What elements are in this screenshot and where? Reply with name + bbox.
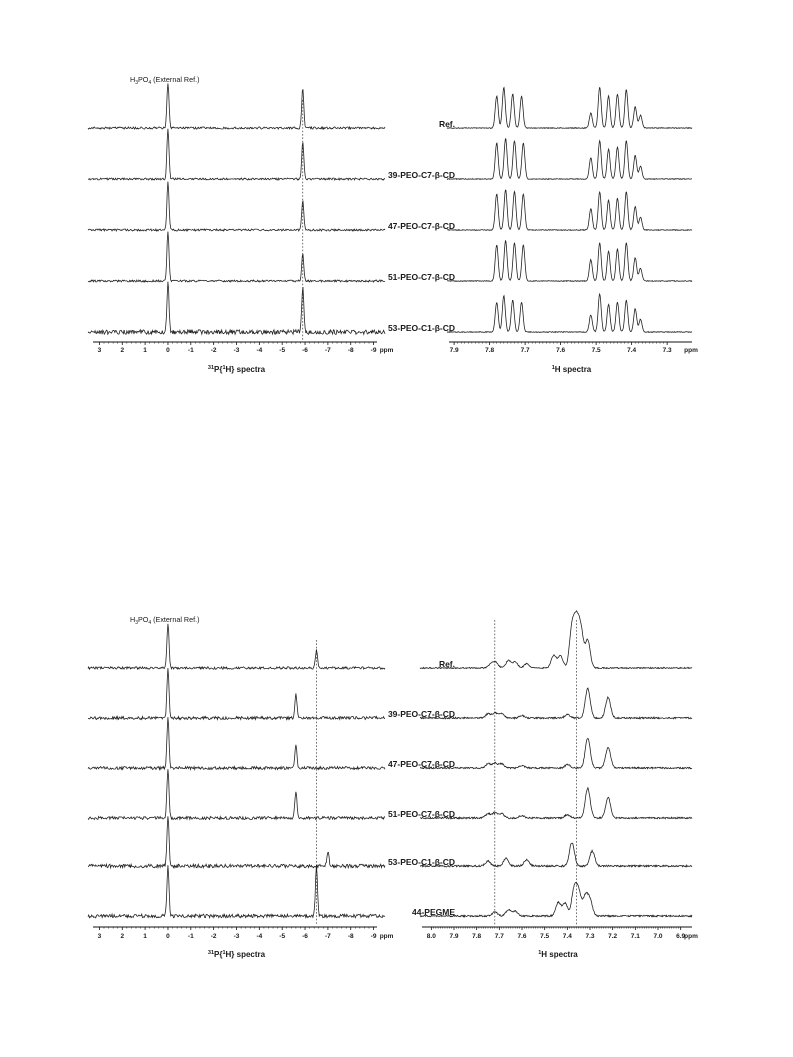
annotation-sub: 3 [135,620,138,627]
p-x-tick-label: 1 [143,933,147,940]
p-spectrum-trace [88,865,385,918]
p-x-axis-title-sup: 1 [222,950,226,956]
p-x-tick-label: -2 [210,933,217,940]
annotation-sub: 4 [148,80,152,87]
h-x-tick-label: 7.0 [653,933,663,940]
p-spectrum-trace [88,282,385,335]
annotation-part: PO [137,75,149,84]
p-x-tick-label: -1 [187,933,194,940]
p-x-tick-label: -3 [233,347,240,354]
h-x-tick-label: 7.6 [517,933,527,940]
p-x-axis-title-sup: 1 [222,365,226,371]
p-spectrum-trace [88,717,385,769]
h-x-unit: ppm [684,933,698,940]
h-spectrum-trace [447,190,692,230]
h-x-axis-title [538,950,578,959]
p-spectrum-trace [88,816,385,868]
h-spectrum-trace [447,87,692,128]
p-spectrum-trace [88,232,385,282]
annotation-h3po4 [130,615,200,626]
p-x-tick-label: 0 [166,347,170,354]
h-x-axis-title-part: H spectra [541,950,578,959]
h-x-tick-label: 7.7 [520,347,530,354]
p-x-tick-label: -4 [256,347,263,354]
p-x-tick-label: -1 [187,347,194,354]
annotation-part: (External Ref.) [151,615,200,624]
annotation-part: H [130,615,136,624]
h-x-axis-title [552,365,592,374]
p-x-tick-label: -5 [279,347,286,354]
p-x-tick-label: -8 [347,347,354,354]
p-x-tick-label: -3 [233,933,240,940]
p-x-axis-title [208,950,266,959]
h-x-tick-label: 7.1 [630,933,640,940]
p-x-tick-label: -8 [347,933,354,940]
h-x-tick-label: 7.7 [494,933,504,940]
p-spectrum-trace [88,624,385,669]
p-x-tick-label: -9 [370,933,377,940]
annotation-sub: 4 [148,620,152,627]
sample-label: Ref. [438,659,455,669]
h-spectrum-trace [420,843,692,867]
p-x-tick-label: -6 [302,347,308,354]
figure-bottom [88,611,698,959]
p-x-tick-label: 3 [97,933,102,940]
annotation-part: H [130,75,136,84]
h-spectrum-trace [447,294,692,332]
h-x-tick-label: 8.0 [426,933,436,940]
p-x-tick-label: 3 [97,347,102,354]
h-x-tick-label: 7.4 [562,933,572,940]
h-x-tick-label: 7.5 [591,347,601,354]
h-x-tick-label: 7.6 [556,347,566,354]
sample-label: Ref. [438,119,455,129]
p-x-tick-label: -2 [210,347,217,354]
sample-label: 53-PEO-C1-β-CD [387,857,455,867]
h-x-tick-label: 7.9 [449,933,459,940]
h-x-tick-label: 7.3 [585,933,595,940]
p-spectrum-trace [88,182,385,231]
sample-label: 39-PEO-C7-β-CD [387,170,455,180]
h-x-tick-label: 7.9 [449,347,459,354]
h-spectrum-trace [420,611,692,669]
p-x-axis-title [208,365,266,374]
sample-label: 53-PEO-C1-β-CD [387,323,455,333]
p-x-axis-title-part: H} spectra [225,365,266,374]
p-x-unit: ppm [379,347,394,354]
p-spectrum-trace [88,769,385,819]
sample-label: 51-PEO-C7-β-CD [387,809,455,819]
h-x-axis-title-sup: 1 [538,950,542,956]
sample-label: 39-PEO-C7-β-CD [387,709,455,719]
p-x-unit: ppm [379,933,394,940]
h-x-tick-label: 7.8 [485,347,495,354]
h-x-unit: ppm [684,347,698,354]
p-x-axis-title-part: P{ [214,950,223,959]
annotation-part: (External Ref.) [151,75,200,84]
p-x-tick-label: -6 [302,933,308,940]
p-x-tick-label: -4 [256,933,263,940]
p-x-axis-title-sup: 31 [207,950,215,956]
h-spectrum-trace [447,241,692,282]
sample-label: 44-PEGME [412,907,455,917]
p-x-tick-label: 2 [120,933,125,940]
sample-label: 47-PEO-C7-β-CD [387,221,455,231]
h-x-axis-title-part: H spectra [554,365,592,374]
annotation-sub: 3 [135,80,138,87]
sample-label: 47-PEO-C7-β-CD [387,759,455,769]
h-x-tick-label: 7.8 [472,933,482,940]
sample-label: 51-PEO-C7-β-CD [387,272,455,282]
p-x-tick-label: 0 [166,933,170,940]
h-spectrum-trace [420,882,692,916]
p-x-tick-label: -5 [279,933,286,940]
h-x-tick-label: 7.4 [627,347,637,354]
h-x-tick-label: 6.9 [676,933,686,940]
h-x-tick-label: 7.3 [662,347,672,354]
h-x-axis-title-sup: 1 [551,365,555,371]
p-x-axis-title-sup: 31 [207,365,215,371]
p-x-axis-title-part: H} spectra [225,950,266,959]
annotation-h3po4 [130,75,200,86]
p-spectrum-trace [88,129,385,180]
p-spectrum-trace [88,83,385,129]
h-spectrum-trace [420,688,692,719]
p-x-axis-title-part: P{ [214,365,223,374]
h-spectrum-trace [447,139,692,180]
p-x-tick-label: -7 [324,347,331,354]
p-spectrum-trace [88,668,385,719]
p-x-tick-label: 2 [120,347,125,354]
h-spectrum-trace [420,739,692,769]
p-x-tick-label: 1 [143,347,147,354]
p-x-tick-label: -7 [324,933,331,940]
h-x-tick-label: 7.5 [540,933,550,940]
annotation-part: PO [137,615,149,624]
p-x-tick-label: -9 [370,347,377,354]
figure-top [88,75,698,374]
h-spectrum-trace [420,788,692,819]
h-x-tick-label: 7.2 [608,933,618,940]
